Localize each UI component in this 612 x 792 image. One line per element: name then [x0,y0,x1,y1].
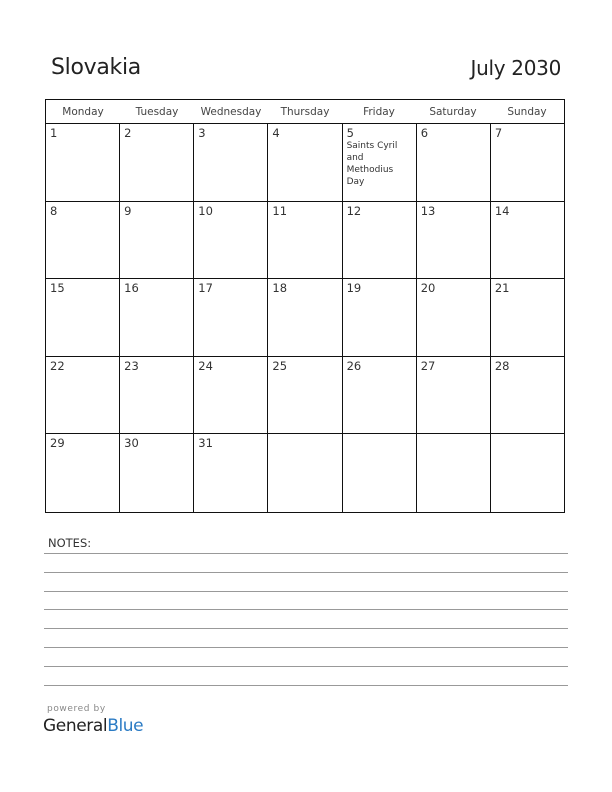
day-number: 24 [198,358,213,373]
day-number: 30 [124,436,139,451]
week-row [46,279,564,357]
day-cell[interactable] [46,357,120,434]
day-cell[interactable] [194,434,268,512]
day-cell[interactable] [491,357,564,434]
week-row [46,124,564,202]
day-number: 28 [494,358,510,373]
note-line[interactable] [44,572,568,573]
week-row [46,434,564,512]
day-cell[interactable] [343,279,417,356]
day-cell[interactable] [46,434,120,512]
day-number: 25 [272,358,288,373]
weekday-sunday: Sunday [507,106,547,118]
day-cell[interactable] [268,357,342,434]
note-line[interactable] [44,685,568,686]
notes-label: NOTES: [48,536,92,550]
day-cell[interactable] [343,202,417,279]
weekday-thursday: Thursday [280,106,330,118]
day-number: 2 [124,126,132,140]
day-cell[interactable] [194,279,268,356]
day-cell[interactable] [491,124,564,201]
day-number: 5 [346,126,354,140]
day-number: 14 [494,203,510,218]
day-number: 23 [124,358,139,373]
powered-by-text: powered by [47,704,106,714]
day-cell[interactable] [491,279,564,356]
day-cell[interactable] [417,357,491,434]
day-number: 1 [50,126,58,140]
day-cell[interactable] [120,434,194,512]
day-cell[interactable] [120,357,194,434]
day-cell[interactable] [343,357,417,434]
note-line[interactable] [44,591,568,592]
note-line[interactable] [44,666,568,667]
day-cell[interactable] [268,202,342,279]
day-number: 26 [346,358,362,373]
week-row [46,357,564,435]
weekday-header-row [46,100,564,124]
brand-general: General [43,716,108,736]
day-cell[interactable] [417,202,491,279]
weeks-container [46,124,564,512]
day-cell[interactable] [120,202,194,279]
day-number: 9 [124,203,132,218]
calendar-grid [45,99,565,513]
day-cell[interactable] [194,357,268,434]
month-year-title: July 2030 [470,56,561,80]
note-line[interactable] [44,553,568,554]
weekday-saturday: Saturday [429,106,477,118]
day-cell[interactable] [46,124,120,201]
day-number: 27 [420,358,436,373]
day-number: 13 [420,203,436,218]
country-title: Slovakia [51,55,141,80]
day-cell[interactable] [417,124,491,201]
day-number: 16 [124,281,139,296]
day-number: 19 [346,281,362,296]
holiday-label: Saints Cyril and Methodius Day [346,141,398,187]
day-cell[interactable] [194,124,268,201]
day-number: 17 [198,281,213,296]
day-number: 7 [494,126,503,140]
day-cell[interactable] [343,124,417,201]
weekday-friday: Friday [363,106,395,118]
note-line[interactable] [44,647,568,648]
day-number: 8 [50,203,58,218]
day-number: 12 [346,203,362,218]
weekday-tuesday: Tuesday [135,106,179,118]
day-number: 29 [50,436,65,451]
day-cell[interactable] [417,279,491,356]
note-line[interactable] [44,628,568,629]
day-cell[interactable] [417,434,491,512]
day-number: 3 [198,126,206,140]
day-cell[interactable] [46,202,120,279]
day-cell[interactable] [120,124,194,201]
day-cell[interactable] [194,202,268,279]
generalblue-logo [43,716,143,736]
note-line[interactable] [44,609,568,610]
day-number: 31 [198,436,213,451]
day-number: 11 [272,203,288,218]
day-cell[interactable] [343,434,417,512]
day-cell[interactable] [491,434,564,512]
weekday-monday: Monday [62,106,104,118]
day-number: 10 [198,203,213,218]
day-cell[interactable] [120,279,194,356]
day-number: 18 [272,281,288,296]
day-cell[interactable] [268,124,342,201]
day-cell[interactable] [46,279,120,356]
day-cell[interactable] [268,434,342,512]
day-number: 6 [420,126,429,140]
day-number: 20 [420,281,436,296]
day-number: 22 [50,358,65,373]
weekday-wednesday: Wednesday [200,106,262,118]
day-number: 4 [272,126,280,140]
day-cell[interactable] [268,279,342,356]
brand-blue: Blue [107,716,144,736]
day-number: 21 [494,281,510,296]
day-cell[interactable] [491,202,564,279]
week-row [46,202,564,280]
day-number: 15 [50,281,65,296]
